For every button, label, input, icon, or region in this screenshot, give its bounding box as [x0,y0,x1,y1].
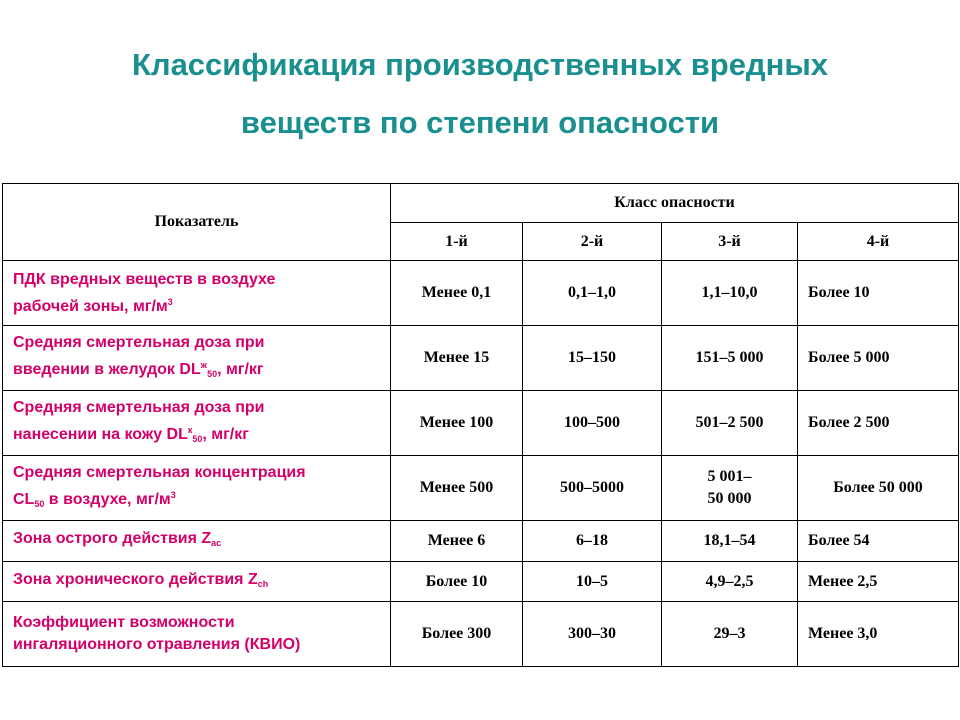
table-row [3,562,959,602]
table-cell: Менее 100 [391,391,523,456]
table-cell: Менее 2,5 [798,562,959,602]
table-cell: Более 5 000 [798,326,959,391]
table-cell: Менее 500 [391,456,523,521]
row-label-zch: Зона хронического действия $Z_{ch}$ [3,562,391,602]
table-cell: Более 300 [391,602,523,667]
table-cell: Менее 3,0 [798,602,959,667]
table-cell: Более 50 000 [798,456,959,521]
table-cell: Более 54 [798,521,959,562]
row-label-kvio: Коэффициент возможности ингаляционного отравления (КВИО) [3,602,391,667]
table-row [3,602,959,667]
table-cell: 100–500 [523,391,662,456]
header-indicator: Показатель [3,184,391,261]
table-cell: Более 10 [798,261,959,326]
header-class-2: 2-й [523,223,662,261]
header-row-1 [3,184,959,223]
header-class-4: 4-й [798,223,959,261]
header-class-1: 1-й [391,223,523,261]
header-hazard-class: Класс опасности [391,184,959,223]
table-cell: Менее 15 [391,326,523,391]
table-cell: Менее 0,1 [391,261,523,326]
table-cell: 6–18 [523,521,662,562]
title-line-1: Классификация производственных вредных [131,47,829,82]
table-cell: 300–30 [523,602,662,667]
row-label-cl-air: Средняя смертельная концентрация $CL_{50}$ в воздухе, $мг/м^3$ [3,456,391,521]
page-title [0,36,960,152]
table-row [3,456,959,521]
table-row [3,326,959,391]
hazard-class-table [2,183,959,667]
table-cell: Более 2 500 [798,391,959,456]
row-label-zac: Зона острого действия $Z_{ac}$ [3,521,391,562]
table-cell: 29–3 [662,602,798,667]
table-cell: 10–5 [523,562,662,602]
table-row [3,261,959,326]
table-cell: 5 001– 50 000 [662,456,798,521]
table-cell: Более 10 [391,562,523,602]
row-label-dl-stomach: Средняя смертельная доза при введении в желудок $DL^ж_{50}$, мг/кг [3,326,391,391]
row-label-pdk: ПДК вредных веществ в воздухе рабочей зоны, $мг/м^3$ [3,261,391,326]
table-cell: 151–5 000 [662,326,798,391]
table-cell: 15–150 [523,326,662,391]
table-cell: 501–2 500 [662,391,798,456]
header-class-3: 3-й [662,223,798,261]
table-cell: Менее 6 [391,521,523,562]
title-line-2: веществ по степени опасности [240,105,720,140]
table-cell: 1,1–10,0 [662,261,798,326]
row-label-dl-skin: Средняя смертельная доза при нанесении на кожу $DL^к_{50}$, мг/кг [3,391,391,456]
table-cell: 0,1–1,0 [523,261,662,326]
table-cell: 500–5000 [523,456,662,521]
table-row [3,391,959,456]
table-row [3,521,959,562]
table-cell: 18,1–54 [662,521,798,562]
table-cell: 4,9–2,5 [662,562,798,602]
